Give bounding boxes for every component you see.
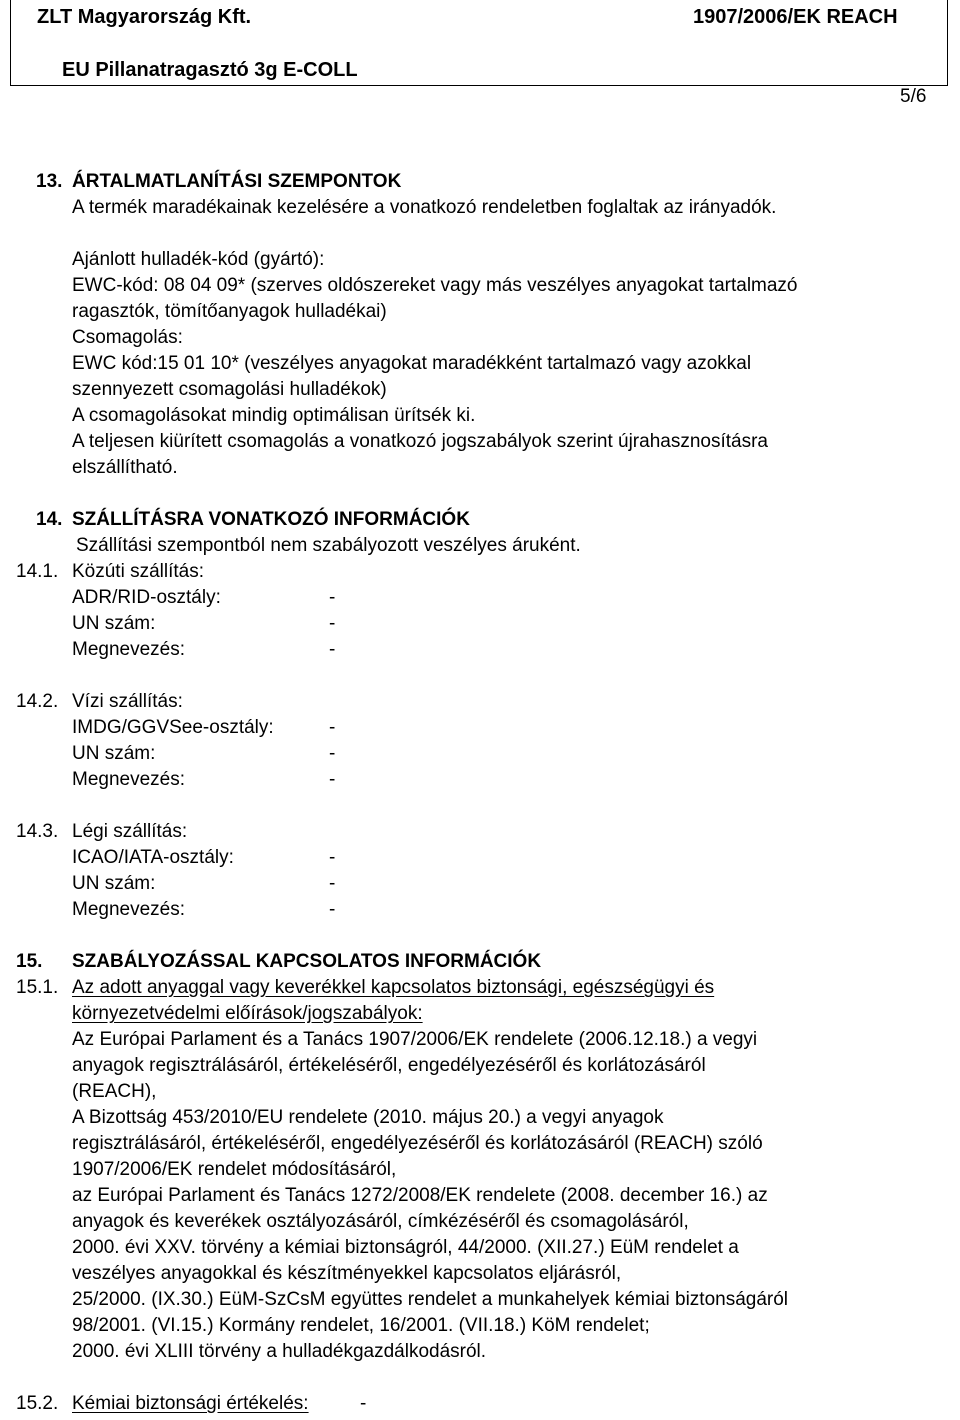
section-15-number: 15. [16, 951, 43, 972]
regulation-line: A Bizottság 453/2010/EU rendelete (2010. május 20.) a vegyi anyagok [72, 1107, 664, 1128]
transport-row-label: Megnevezés: [72, 639, 186, 660]
section-13-line: A termék maradékainak kezelésére a vonatkozó rendeletben foglaltak az irányadók. [72, 197, 777, 218]
document-header [10, 0, 948, 86]
section-14-title: SZÁLLÍTÁSRA VONATKOZÓ INFORMÁCIÓK [72, 509, 470, 530]
regulation-line: 1907/2006/EK rendelet módosításáról, [72, 1159, 397, 1180]
section-13-line: EWC kód:15 01 10* (veszélyes anyagokat maradékként tartalmazó vagy azokkal [72, 353, 752, 374]
regulation-line: 2000. évi XLIII törvény a hulladékgazdálkodásról. [72, 1341, 487, 1362]
transport-row-value: - [329, 743, 336, 764]
transport-row-value: - [329, 769, 336, 790]
regulation-line: anyagok regisztrálásáról, értékeléséről, engedélyezéséről és korlátozásáról [72, 1055, 706, 1076]
transport-row-label: UN szám: [72, 743, 156, 764]
subsection-15-1-heading: Az adott anyaggal vagy keverékkel kapcsolatos biztonsági, egészségügyi és [72, 977, 715, 998]
company-name: ZLT Magyarország Kft. [37, 6, 252, 28]
section-14-number: 14. [36, 509, 63, 530]
transport-row-label: Megnevezés: [72, 769, 186, 790]
subsection-15-2-title: Kémiai biztonsági értékelés: [72, 1393, 309, 1414]
subsection-15-1-number: 15.1. [16, 977, 59, 998]
section-13-line: A teljesen kiürített csomagolás a vonatkozó jogszabályok szerint újrahasznosításra [72, 431, 768, 452]
section-13-line: A csomagolásokat mindig optimálisan ürítsék ki. [72, 405, 476, 426]
subsection-14-2-title: Vízi szállítás: [72, 691, 183, 712]
transport-row-label: UN szám: [72, 613, 156, 634]
regulation-line: Az Európai Parlament és a Tanács 1907/2006/EK rendelete (2006.12.18.) a vegyi [72, 1029, 758, 1050]
transport-row-value: - [329, 587, 336, 608]
regulation-line: 25/2000. (IX.30.) EüM-SzCsM együttes rendelet a munkahelyek kémiai biztonságáról [72, 1289, 789, 1310]
transport-row-value: - [329, 873, 336, 894]
subsection-15-2-value: - [360, 1393, 367, 1414]
regulation-line: (REACH), [72, 1081, 157, 1102]
section-13-line: EWC-kód: 08 04 09* (szerves oldószereket vagy más veszélyes anyagokat tartalmazó [72, 275, 798, 296]
subsection-15-2-number: 15.2. [16, 1393, 59, 1414]
subsection-15-1-heading: környezetvédelmi előírások/jogszabályok: [72, 1003, 423, 1024]
regulation-line: 2000. évi XXV. törvény a kémiai biztonságról, 44/2000. (XII.27.) EüM rendelet a [72, 1237, 739, 1258]
section-15-title: SZABÁLYOZÁSSAL KAPCSOLATOS INFORMÁCIÓK [72, 951, 542, 972]
transport-row-label: Megnevezés: [72, 899, 186, 920]
section-13-line: ragasztók, tömítőanyagok hulladékai) [72, 301, 387, 322]
section-13-number: 13. [36, 171, 63, 192]
subsection-14-2-number: 14.2. [16, 691, 59, 712]
page-number: 5/6 [900, 86, 927, 107]
section-13-line: szennyezett csomagolási hulladékok) [72, 379, 387, 400]
transport-row-value: - [329, 847, 336, 868]
subsection-14-1-title: Közúti szállítás: [72, 561, 204, 582]
section-13-title: ÁRTALMATLANÍTÁSI SZEMPONTOK [72, 171, 402, 192]
subsection-14-3-title: Légi szállítás: [72, 821, 188, 842]
section-14-intro: Szállítási szempontból nem szabályozott veszélyes áruként. [76, 535, 581, 556]
transport-row-label: ADR/RID-osztály: [72, 587, 221, 608]
transport-row-value: - [329, 613, 336, 634]
transport-row-label: IMDG/GGVSee-osztály: [72, 717, 274, 738]
transport-row-label: ICAO/IATA-osztály: [72, 847, 234, 868]
regulation-line: regisztrálásáról, értékeléséről, engedélyezéséről és korlátozásáról (REACH) szóló [72, 1133, 763, 1154]
subsection-14-1-number: 14.1. [16, 561, 59, 582]
section-13-line: elszállítható. [72, 457, 178, 478]
subsection-14-3-number: 14.3. [16, 821, 59, 842]
section-13-line: Ajánlott hulladék-kód (gyártó): [72, 249, 325, 270]
transport-row-value: - [329, 717, 336, 738]
regulation-ref: 1907/2006/EK REACH [693, 6, 898, 28]
regulation-line: 98/2001. (VI.15.) Kormány rendelet, 16/2001. (VII.18.) KöM rendelet; [72, 1315, 650, 1336]
transport-row-value: - [329, 899, 336, 920]
product-name: EU Pillanatragasztó 3g E-COLL [62, 59, 358, 81]
transport-row-value: - [329, 639, 336, 660]
regulation-line: az Európai Parlament és Tanács 1272/2008/EK rendelete (2008. december 16.) az [72, 1185, 768, 1206]
transport-row-label: UN szám: [72, 873, 156, 894]
section-13-line: Csomagolás: [72, 327, 183, 348]
regulation-line: anyagok és keverékek osztályozásáról, címkézéséről és csomagolásáról, [72, 1211, 689, 1232]
regulation-line: veszélyes anyagokkal és készítményekkel kapcsolatos eljárásról, [72, 1263, 622, 1284]
